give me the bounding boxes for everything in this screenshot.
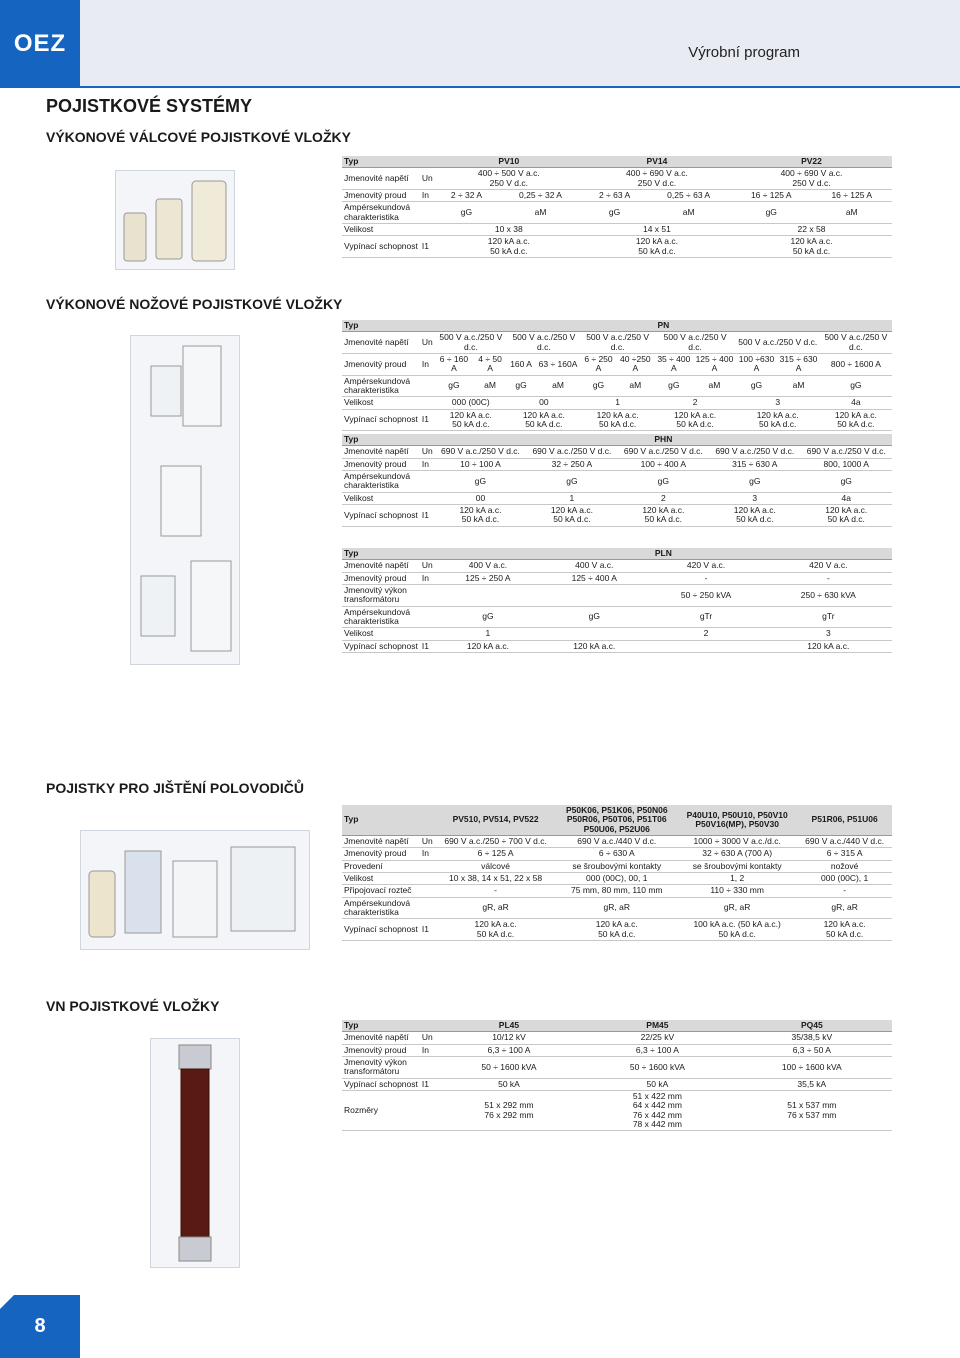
row-symbol: I1	[420, 505, 435, 527]
cell: 125 ÷ 400 A	[541, 572, 647, 584]
cell: 120 kA a.c. 50 kA d.c.	[820, 409, 892, 431]
cell: gG	[435, 471, 526, 493]
row-symbol: I1	[420, 1078, 435, 1090]
cell: gR, aR	[677, 897, 797, 919]
cell: gTr	[647, 606, 764, 628]
cell: 400 ÷ 690 V a.c. 250 V d.c.	[583, 168, 731, 190]
th-semi-3: P40U10, P50U10, P50V10 P50V16(MP), P50V30	[677, 805, 797, 836]
cell: gTr	[765, 606, 892, 628]
cell: 120 kA a.c. 50 kA d.c.	[654, 409, 735, 431]
cell: aM	[811, 202, 892, 224]
cell: 16 ÷ 125 A	[811, 190, 892, 202]
cell: -	[797, 885, 892, 897]
row-label: Ampérsekundová charakteristika	[342, 202, 420, 224]
cell: 120 kA a.c. 50 kA d.c.	[801, 505, 893, 527]
row-label: Jmenovité napětí	[342, 560, 420, 572]
row-label: Jmenovitý proud	[342, 190, 420, 202]
row-label: Jmenovité napětí	[342, 1032, 420, 1044]
cell: 3	[765, 628, 892, 640]
cell: 35/38,5 kV	[732, 1032, 892, 1044]
cell: 6,3 ÷ 50 A	[732, 1044, 892, 1056]
cell: 51 x 422 mm 64 x 442 mm 76 x 442 mm 78 x 442 mm	[583, 1091, 731, 1131]
row-label: Jmenovité napětí	[342, 446, 420, 458]
cell: aM	[693, 375, 735, 397]
cell: 6,3 ÷ 100 A	[435, 1044, 583, 1056]
row-label: Jmenovité napětí	[342, 836, 420, 848]
row-symbol	[420, 397, 435, 409]
oez-logo	[0, 0, 80, 88]
cell	[541, 628, 647, 640]
cell: 120 kA a.c. 50 kA d.c.	[526, 505, 617, 527]
header-title: Výrobní program	[688, 44, 800, 61]
cell: gG	[541, 606, 647, 628]
th-typ: Typ	[342, 156, 420, 168]
cell: 250 ÷ 630 kVA	[765, 585, 892, 607]
table-semiconductor	[342, 805, 892, 941]
table-hv	[342, 1020, 892, 1131]
cell: 120 kA a.c. 50 kA d.c.	[435, 236, 583, 258]
cell: 100 ÷630 A	[736, 354, 778, 376]
cell: 120 kA a.c. 50 kA d.c.	[435, 505, 526, 527]
th-typ: Typ	[342, 320, 420, 332]
row-symbol: In	[420, 354, 435, 376]
row-symbol: I1	[420, 409, 435, 431]
cell: 120 kA a.c. 50 kA d.c.	[435, 919, 557, 941]
row-symbol: I1	[420, 640, 435, 652]
cell: 500 V a.c./250 V d.c.	[654, 332, 735, 354]
cell: 400 V a.c.	[435, 560, 541, 572]
row-symbol: In	[420, 458, 435, 470]
cell: gG	[581, 375, 616, 397]
cell	[435, 585, 541, 607]
cell: 00	[435, 492, 526, 504]
row-symbol	[420, 224, 435, 236]
row-symbol: In	[420, 572, 435, 584]
cell: gG	[801, 471, 893, 493]
cell: gG	[654, 375, 693, 397]
cell: 4 ÷ 50 A	[473, 354, 507, 376]
cell: 50 ÷ 250 kVA	[647, 585, 764, 607]
row-label: Velikost	[342, 397, 420, 409]
table-phn	[342, 434, 892, 527]
cell: 160 A	[507, 354, 535, 376]
row-label: Vypínací schopnost	[344, 640, 418, 651]
row-label: Vypínací schopnost	[342, 505, 420, 527]
cell: 120 kA a.c. 50 kA d.c.	[435, 409, 507, 431]
cell: 100 ÷ 400 A	[618, 458, 709, 470]
cell: 125 ÷ 250 A	[435, 572, 541, 584]
row-label: Provedení	[342, 860, 420, 872]
cell: 4a	[801, 492, 893, 504]
cell: 3	[736, 397, 820, 409]
cell: 75 mm, 80 mm, 110 mm	[556, 885, 677, 897]
cell: 2 ÷ 32 A	[435, 190, 498, 202]
row-label: Ampérsekundová charakteristika	[342, 375, 420, 397]
th-semi-2: P50K06, P51K06, P50N06 P50R06, P50T06, P51T06 P50U06, P52U06	[556, 805, 677, 836]
cell: 690 V a.c./440 V d.c.	[797, 836, 892, 848]
th-pn: PN	[435, 320, 892, 332]
cell: aM	[498, 202, 583, 224]
cell: 50 ÷ 1600 kVA	[435, 1057, 583, 1079]
cell: 22/25 kV	[583, 1032, 731, 1044]
cell: 22 x 58	[731, 224, 892, 236]
cell: gG	[526, 471, 617, 493]
row-symbol	[420, 897, 435, 919]
cell: 10 x 38	[435, 224, 583, 236]
cell: 120 kA a.c. 50 kA d.c.	[556, 919, 677, 941]
cell: gR, aR	[556, 897, 677, 919]
cell: 2	[647, 628, 764, 640]
row-symbol: Un	[420, 332, 435, 354]
cell: 10 x 38, 14 x 51, 22 x 58	[435, 873, 557, 885]
row-symbol: In	[420, 1044, 435, 1056]
cell: gG	[731, 202, 811, 224]
cell: gG	[618, 471, 709, 493]
cell: se šroubovými kontakty	[556, 860, 677, 872]
cell: 500 V a.c./250 V d.c.	[507, 332, 581, 354]
cell: 32 ÷ 630 A (700 A)	[677, 848, 797, 860]
cell: 690 V a.c./250 V d.c.	[618, 446, 709, 458]
cell: 500 V a.c./250 V d.c.	[736, 332, 820, 354]
cell: aM	[535, 375, 581, 397]
row-label: Velikost	[342, 873, 420, 885]
cell: 690 V a.c./250 V d.c.	[801, 446, 893, 458]
cell: nožové	[797, 860, 892, 872]
row-symbol	[420, 585, 435, 607]
cell: 50 ÷ 1600 kVA	[583, 1057, 731, 1079]
row-label: Jmenovité napětí	[342, 168, 420, 190]
cell: 690 V a.c./250 V d.c.	[526, 446, 617, 458]
row-label: Jmenovitý proud	[342, 572, 420, 584]
cell: 420 V a.c.	[765, 560, 892, 572]
section-title-cylindrical: VÝKONOVÉ VÁLCOVÉ POJISTKOVÉ VLOŽKY	[46, 129, 351, 145]
cell	[647, 640, 764, 652]
th-typ: Typ	[342, 548, 420, 560]
th-semi-1: PV510, PV514, PV522	[435, 805, 557, 836]
cell: 0,25 ÷ 32 A	[498, 190, 583, 202]
table-pn	[342, 320, 892, 431]
row-symbol	[420, 471, 435, 493]
cell: 14 x 51	[583, 224, 731, 236]
row-symbol: Un	[420, 168, 435, 190]
row-symbol	[420, 375, 435, 397]
cell: 50 kA	[435, 1078, 583, 1090]
row-label: Ampérsekundová charakteristika	[342, 471, 420, 493]
row-symbol: Un	[421, 836, 433, 847]
th-pln: PLN	[435, 548, 892, 560]
cell: 120 kA a.c. 50 kA d.c.	[583, 236, 731, 258]
cell: 400 ÷ 690 V a.c. 250 V d.c.	[731, 168, 892, 190]
section-title-hv: VN POJISTKOVÉ VLOŽKY	[46, 998, 220, 1014]
cell: 1	[581, 397, 655, 409]
cell: 690 V a.c./440 V d.c.	[556, 836, 677, 848]
th-phn: PHN	[435, 434, 892, 446]
row-symbol: In	[420, 190, 435, 202]
cell: 500 V a.c./250 V d.c.	[581, 332, 655, 354]
cell: 6 ÷ 250 A	[581, 354, 616, 376]
row-label: Vypínací schopnost	[342, 236, 420, 258]
row-label: Velikost	[342, 224, 420, 236]
cell: aM	[777, 375, 819, 397]
cell: válcové	[435, 860, 557, 872]
row-symbol: Un	[421, 1032, 433, 1043]
th-typ: Typ	[342, 434, 420, 446]
row-label: Vypínací schopnost	[344, 1078, 418, 1089]
cell: 3	[709, 492, 800, 504]
row-label: Jmenovitý výkon transformátoru	[342, 585, 420, 607]
cell: 000 (00C)	[435, 397, 507, 409]
row-symbol	[420, 1091, 435, 1131]
cell: 4a	[820, 397, 892, 409]
cell: se šroubovými kontakty	[677, 860, 797, 872]
row-label: Velikost	[342, 492, 420, 504]
cell: 10/12 kV	[435, 1032, 583, 1044]
row-symbol: In	[420, 848, 435, 860]
cell: aM	[646, 202, 731, 224]
th-pm45: PM45	[583, 1020, 731, 1032]
cell: 2	[654, 397, 735, 409]
row-symbol	[420, 202, 435, 224]
hv-fuse-icon	[151, 1039, 239, 1267]
th-pv22: PV22	[731, 156, 892, 168]
photo-semiconductor-fuses	[80, 830, 310, 950]
cell: 63 ÷ 160A	[535, 354, 581, 376]
header-rule	[80, 86, 960, 88]
cell: -	[435, 885, 557, 897]
cell: 35 ÷ 400 A	[654, 354, 693, 376]
cell: 690 V a.c./250 V d.c.	[435, 446, 526, 458]
row-symbol	[420, 606, 435, 628]
row-symbol	[420, 860, 435, 872]
cell: 6,3 ÷ 100 A	[583, 1044, 731, 1056]
photo-blade-fuses	[130, 335, 240, 665]
page-number-corner	[0, 1295, 14, 1309]
row-symbol: Un	[421, 446, 433, 457]
cell: 16 ÷ 125 A	[731, 190, 811, 202]
cell: 400 V a.c.	[541, 560, 647, 572]
cell: 500 V a.c./250 V d.c.	[435, 332, 507, 354]
cell: 120 kA a.c. 50 kA d.c.	[709, 505, 800, 527]
cell: gG	[435, 606, 541, 628]
page-number: 8	[0, 1295, 80, 1358]
cell: 100 kA a.c. (50 kA a.c.) 50 kA d.c.	[677, 919, 797, 941]
cell: -	[647, 572, 764, 584]
cell: 690 V a.c./250 ÷ 700 V d.c.	[435, 836, 557, 848]
row-symbol	[420, 492, 435, 504]
row-symbol	[420, 628, 435, 640]
cell: 120 kA a.c.	[435, 640, 541, 652]
logo-text: OEZ	[13, 30, 67, 57]
photo-hv-fuse	[150, 1038, 240, 1268]
th-semi-4: P51R06, P51U06	[797, 805, 892, 836]
row-symbol	[420, 885, 435, 897]
cell: 315 ÷ 630 A	[777, 354, 819, 376]
cell: 1, 2	[677, 873, 797, 885]
cell: 500 V a.c./250 V d.c.	[820, 332, 892, 354]
cylindrical-fuses-icon	[116, 171, 234, 269]
cell: 800, 1000 A	[801, 458, 893, 470]
row-symbol	[420, 1057, 435, 1079]
cell: 51 x 537 mm 76 x 537 mm	[732, 1091, 892, 1131]
row-symbol: I1	[420, 236, 435, 258]
cell: gG	[507, 375, 535, 397]
cell: 10 ÷ 100 A	[435, 458, 526, 470]
cell	[541, 585, 647, 607]
cell: 690 V a.c./250 V d.c.	[709, 446, 800, 458]
cell: gG	[435, 202, 498, 224]
cell: 125 ÷ 400 A	[693, 354, 735, 376]
row-label: Rozměry	[342, 1091, 420, 1131]
blade-fuses-icon	[131, 336, 239, 664]
cell: gG	[583, 202, 646, 224]
cell: gG	[736, 375, 778, 397]
cell: 420 V a.c.	[647, 560, 764, 572]
th-pv10: PV10	[435, 156, 583, 168]
row-label: Jmenovitý proud	[342, 1044, 420, 1056]
th-pl45: PL45	[435, 1020, 583, 1032]
cell: 35,5 kA	[732, 1078, 892, 1090]
cell: -	[765, 572, 892, 584]
cell: gG	[435, 375, 473, 397]
cell: 6 ÷ 160 A	[435, 354, 473, 376]
cell: 120 kA a.c. 50 kA d.c.	[731, 236, 892, 258]
cell: gG	[709, 471, 800, 493]
table-pln	[342, 548, 892, 653]
section-title-blade: VÝKONOVÉ NOŽOVÉ POJISTKOVÉ VLOŽKY	[46, 296, 343, 312]
th-pv14: PV14	[583, 156, 731, 168]
cell: 40 ÷250 A	[616, 354, 654, 376]
table-pv	[342, 156, 892, 258]
cell: 6 ÷ 630 A	[556, 848, 677, 860]
row-label: Vypínací schopnost	[342, 919, 420, 941]
cell: 120 kA a.c. 50 kA d.c.	[736, 409, 820, 431]
row-symbol	[420, 873, 435, 885]
page-header	[0, 0, 960, 88]
section-title-semiconductor: POJISTKY PRO JIŠTĚNÍ POLOVODIČŮ	[46, 780, 305, 796]
cell: 400 ÷ 500 V a.c. 250 V d.c.	[435, 168, 583, 190]
cell: 120 kA a.c.	[541, 640, 647, 652]
row-label: Jmenovitý proud	[342, 354, 420, 376]
cell: 50 kA	[583, 1078, 731, 1090]
cell: gG	[820, 375, 892, 397]
row-label: Jmenovitý proud	[342, 848, 420, 860]
cell: 6 ÷ 315 A	[797, 848, 892, 860]
cell: gR, aR	[435, 897, 557, 919]
cell: aM	[616, 375, 654, 397]
cell: 120 kA a.c.	[765, 640, 892, 652]
cell: aM	[473, 375, 507, 397]
th-pq45: PQ45	[732, 1020, 892, 1032]
cell: 800 ÷ 1600 A	[820, 354, 892, 376]
row-label: Jmenovité napětí	[342, 332, 420, 354]
cell: 51 x 292 mm 76 x 292 mm	[435, 1091, 583, 1131]
cell: 315 ÷ 630 A	[709, 458, 800, 470]
cell: 1	[526, 492, 617, 504]
cell: 000 (00C), 00, 1	[556, 873, 677, 885]
cell: 120 kA a.c. 50 kA d.c.	[507, 409, 581, 431]
cell: 100 ÷ 1600 kVA	[732, 1057, 892, 1079]
cell: 0,25 ÷ 63 A	[646, 190, 731, 202]
th-typ: Typ	[342, 805, 420, 836]
cell: 120 kA a.c. 50 kA d.c.	[618, 505, 709, 527]
cell: 6 ÷ 125 A	[435, 848, 557, 860]
cell: gR, aR	[797, 897, 892, 919]
page-title: POJISTKOVÉ SYSTÉMY	[46, 96, 253, 116]
cell: 00	[507, 397, 581, 409]
row-label: Připojovací rozteč	[342, 885, 420, 897]
cell: 2	[618, 492, 709, 504]
row-label: Jmenovitý proud	[342, 458, 420, 470]
row-label: Vypínací schopnost	[342, 409, 420, 431]
semiconductor-fuses-icon	[81, 831, 309, 949]
th-typ: Typ	[342, 1020, 420, 1032]
cell: 32 ÷ 250 A	[526, 458, 617, 470]
row-label: Velikost	[342, 628, 420, 640]
cell: 2 ÷ 63 A	[583, 190, 646, 202]
photo-cylindrical-fuses	[115, 170, 235, 270]
cell: 1	[435, 628, 541, 640]
row-label: Ampérsekundová charakteristika	[342, 897, 420, 919]
row-symbol: Un	[421, 560, 433, 571]
row-symbol: I1	[420, 919, 435, 941]
cell: 120 kA a.c. 50 kA d.c.	[581, 409, 655, 431]
row-label: Ampérsekundová charakteristika	[342, 606, 420, 628]
row-label: Jmenovitý výkon transformátoru	[342, 1057, 420, 1079]
cell: 110 ÷ 330 mm	[677, 885, 797, 897]
cell: 000 (00C), 1	[797, 873, 892, 885]
header-band	[80, 0, 960, 88]
cell: 120 kA a.c. 50 kA d.c.	[797, 919, 892, 941]
cell: 1000 ÷ 3000 V a.c./d.c.	[677, 836, 797, 848]
